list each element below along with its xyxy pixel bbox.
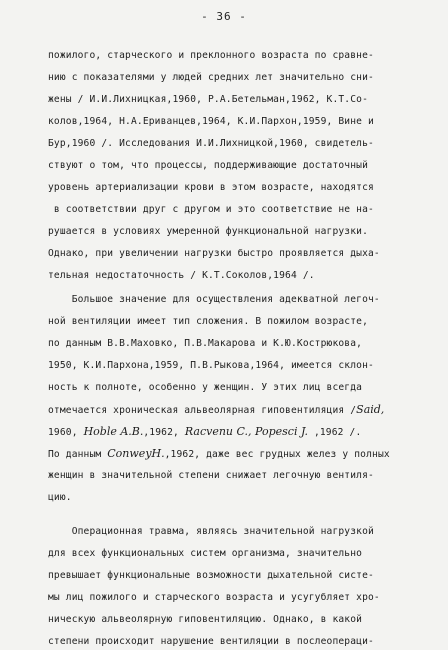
text-segment: ,1962, даже вес грудных желез у полных [164, 449, 390, 460]
text-line: превышает функциональные возможности дыхательной систе- [48, 570, 374, 581]
text-segment: отмечается хроническая альвеолярная гиповентиляция / [48, 405, 357, 416]
handwritten-insert: Hoble A.B. [83, 425, 144, 438]
text-line: по данным В.В.Маховко, П.В.Макарова и К.Ю.Кострюкова, [48, 338, 363, 349]
text-line-with-handwriting [48, 426, 361, 439]
text-segment: По данным [48, 449, 108, 460]
handwritten-insert: Said, [356, 403, 385, 416]
text-line-with-handwriting [48, 448, 390, 461]
text-line: 1950, К.И.Пархона,1959, П.В.Рыкова,1964, имеется склон- [48, 360, 374, 371]
handwritten-insert: ConweyH. [107, 447, 165, 460]
text-line-with-handwriting [48, 404, 384, 417]
text-line: Операционная травма, являясь значительной нагрузкой [48, 526, 374, 537]
text-line: цию. [48, 492, 72, 503]
text-line: для всех функциональных систем организма, значительно [48, 548, 363, 559]
text-segment: 1960, [48, 427, 84, 438]
text-line: Однако, при увеличении нагрузки быстро проявляется дыха- [48, 248, 380, 259]
text-line: Бур,1960 /. Исследования И.И.Лихницкой,1960, свидетель- [48, 138, 374, 149]
text-line: ствуют о том, что процессы, поддерживающие достаточный [48, 160, 368, 171]
text-line: тельная недостаточность / К.Т.Соколов,1964 /. [48, 270, 315, 281]
handwritten-insert: Racvenu C., Popesci J. [184, 425, 309, 438]
text-line: женщин в значительной степени снижает легочную вентиля- [48, 470, 374, 481]
text-line: в соответствии друг с другом и это соответствие не на- [48, 204, 374, 215]
text-line: колов,1964, Н.А.Ериванцев,1964, К.И.Пархон,1959, Вине и [48, 116, 374, 127]
page-number: - 36 - [201, 10, 247, 23]
text-line: жены / И.И.Лихницкая,1960, Р.А.Бетельман,1962, К.Т.Со- [48, 94, 368, 105]
text-segment: ,1962, [143, 427, 185, 438]
text-line: мы лиц пожилого и старческого возраста и усугубляет хро- [48, 592, 380, 603]
text-line: степени происходит нарушение вентиляции в послеопераци- [48, 636, 374, 647]
text-line: ническую альвеолярную гиповентиляцию. Однако, в какой [48, 614, 363, 625]
text-line: ность к полноте, особенно у женщин. У этих лиц всегда [48, 382, 363, 393]
text-line: уровень артериализации крови в этом возрасте, находятся [48, 182, 374, 193]
text-line: рушается в условиях умеренной функциональной нагрузки. [48, 226, 368, 237]
text-segment: ,1962 /. [308, 427, 362, 438]
text-line: нию с показателями у людей средних лет значительно сни- [48, 72, 374, 83]
text-line: Большое значение для осуществления адекватной легоч- [48, 294, 380, 305]
text-line: ной вентиляции имеет тип сложения. В пожилом возрасте, [48, 316, 368, 327]
text-line: пожилого, старческого и преклонного возраста по сравне- [48, 50, 374, 61]
